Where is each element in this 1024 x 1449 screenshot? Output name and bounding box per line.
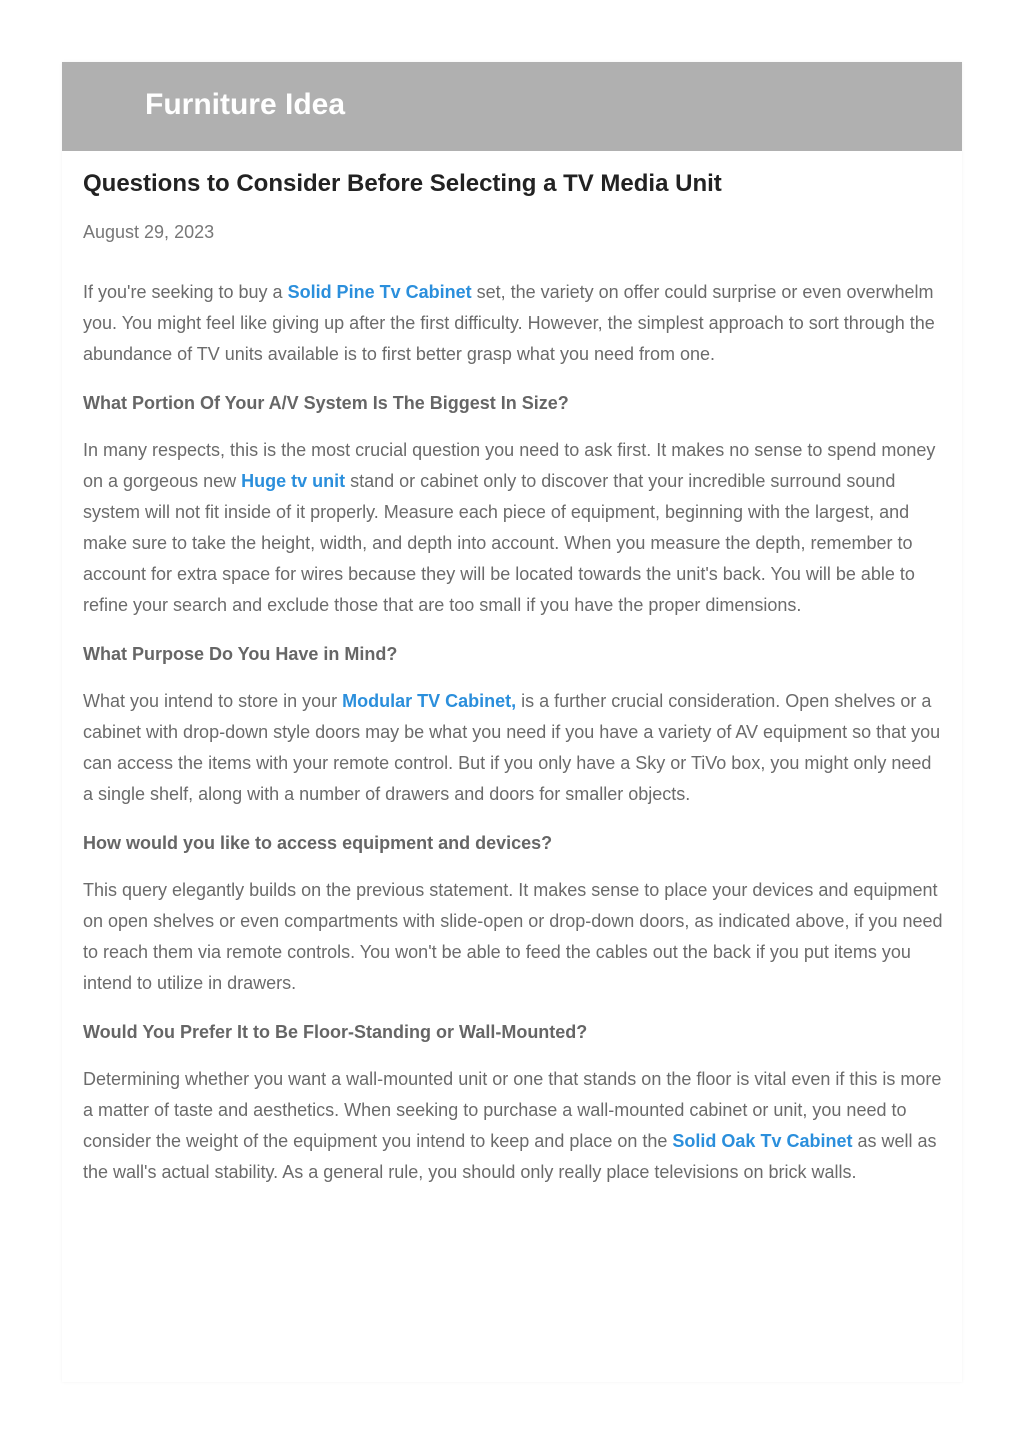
solid-pine-tv-cabinet-link[interactable]: Solid Pine Tv Cabinet <box>287 282 472 302</box>
intro-text-after: set, the variety on offer could surprise or even overwhelm you. You might feel like giving up after the first difficulty. However, the simplest approach to sort through the abundance of TV units available is to first better grasp what you need from one. <box>83 282 935 364</box>
solid-oak-tv-cabinet-link[interactable]: Solid Oak Tv Cabinet <box>672 1131 853 1151</box>
section1-heading: What Portion Of Your A/V System Is The Biggest In Size? <box>83 393 569 413</box>
section1-text-before: In many respects, this is the most crucial question you need to ask first. It makes no sense to spend money on a gorgeous new <box>83 440 936 491</box>
section4-text-before: Determining whether you want a wall-mounted unit or one that stands on the floor is vital even if this is more a matter of taste and aesthetics. When seeking to purchase a wall-mounted cabinet or unit, you need to consider the weight of the equipment you intend to keep and place on the <box>83 1069 942 1151</box>
huge-tv-unit-link[interactable]: Huge tv unit <box>241 471 346 491</box>
intro-text-before: If you're seeking to buy a <box>83 282 288 302</box>
section4-text-after: as well as the wall's actual stability. As a general rule, you should only really place televisions on brick walls. <box>83 1131 937 1182</box>
site-title[interactable]: Furniture Idea <box>145 88 346 121</box>
post-title: Questions to Consider Before Selecting a TV Media Unit <box>83 170 722 197</box>
section2-heading: What Purpose Do You Have in Mind? <box>83 644 398 664</box>
modular-tv-cabinet-link[interactable]: Modular TV Cabinet, <box>342 691 517 711</box>
section1-paragraph <box>83 435 945 621</box>
section2-paragraph <box>83 686 945 810</box>
post-date: August 29, 2023 <box>83 222 215 242</box>
article-card <box>62 62 962 1382</box>
section2-text-after: is a further crucial consideration. Open shelves or a cabinet with drop-down style doors may be what you need if you have a variety of AV equipment so that you can access the items with your remote control. But if you only have a Sky or TiVo box, you might only need a single shelf, along with a number of drawers and doors for smaller objects. <box>83 691 941 804</box>
section3-paragraph: This query elegantly builds on the previous statement. It makes sense to place your devices and equipment on open shelves or even compartments with slide-open or drop-down doors, as indicated above, if you need to reach them via remote controls. You won't be able to feed the cables out the back if you put items you intend to utilize in drawers. <box>83 880 943 993</box>
intro-paragraph <box>83 277 945 370</box>
article-content <box>83 168 945 1188</box>
section4-paragraph <box>83 1064 945 1188</box>
section1-text-after: stand or cabinet only to discover that your incredible surround sound system will not fit inside of it properly. Measure each piece of equipment, beginning with the largest, and make sure to take the height, width, and depth into account. When you measure the depth, remember to account for extra space for wires because they will be located towards the unit's back. You will be able to refine your search and exclude those that are too small if you have the proper dimensions. <box>83 471 915 615</box>
section4-heading: Would You Prefer It to Be Floor-Standing or Wall-Mounted? <box>83 1022 588 1042</box>
section3-heading: How would you like to access equipment and devices? <box>83 833 553 853</box>
section2-text-before: What you intend to store in your <box>83 691 343 711</box>
site-header <box>62 62 962 151</box>
